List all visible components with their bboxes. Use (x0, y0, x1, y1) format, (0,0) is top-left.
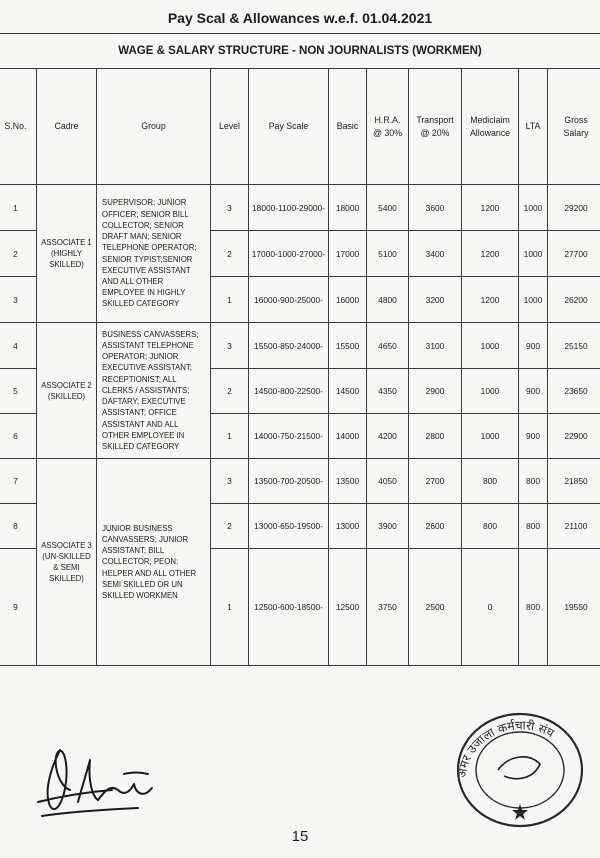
cell-lta: 1000 (519, 231, 548, 277)
cell-sno: 5 (0, 369, 37, 414)
cell-basic: 12500 (329, 549, 367, 666)
cell-mediclaim: 1200 (462, 231, 519, 277)
col-header-cadre: Cadre (37, 69, 97, 185)
col-header-basic: Basic (329, 69, 367, 185)
group-line: SUPERVISOR; JUNIOR (102, 198, 187, 208)
col-header-transport (409, 69, 462, 185)
cell-pay-scale: 14000-750-21500- (249, 414, 329, 459)
table-body (0, 185, 600, 666)
cell-transport: 2500 (409, 549, 462, 666)
cell-cadre (37, 185, 97, 323)
group-line: EXECUTIVE ASSISTANT (102, 265, 191, 275)
cell-level: 3 (211, 323, 249, 369)
col-header-mediclaim-line1: Mediclaim (470, 114, 510, 125)
cell-mediclaim: 800 (462, 504, 519, 549)
cell-level: 1 (211, 414, 249, 459)
table-row (0, 185, 600, 231)
group-line: SEMI SKILLED OR UN (102, 579, 183, 589)
cell-group (97, 459, 211, 666)
cadre-line: ASSOCIATE 2 (41, 380, 92, 390)
cell-hra: 4350 (367, 369, 409, 414)
group-line: HELPER AND ALL OTHER (102, 568, 197, 578)
group-line: OFFICER; SENIOR BILL (102, 209, 189, 219)
cell-pay-scale: 14500-800-22500- (249, 369, 329, 414)
cadre-line: SKILLED) (49, 574, 84, 583)
col-header-transport-line2: @ 20% (420, 127, 450, 138)
cell-gross: 26200 (548, 277, 600, 323)
cell-transport: 3400 (409, 231, 462, 277)
group-line: SKILLED WORKMEN (102, 591, 178, 600)
cell-pay-scale: 16000-900-25000- (249, 277, 329, 323)
cadre-line: (UN-SKILLED (42, 552, 91, 561)
cell-mediclaim: 800 (462, 459, 519, 504)
group-line: RECEPTIONIST; ALL (102, 374, 177, 384)
cell-basic: 14500 (329, 369, 367, 414)
cell-basic: 17000 (329, 231, 367, 277)
cell-pay-scale: 17000-1000-27000- (249, 231, 329, 277)
cadre-line: & SEMI (53, 563, 80, 572)
cell-cadre (37, 459, 97, 666)
cell-transport: 2700 (409, 459, 462, 504)
cell-hra: 4050 (367, 459, 409, 504)
group-line: OPERATOR; JUNIOR (102, 352, 179, 362)
cell-gross: 23650 (548, 369, 600, 414)
group-line: ASSISTANT TELEPHONE (102, 341, 194, 351)
cell-mediclaim: 1000 (462, 323, 519, 369)
cell-level: 3 (211, 185, 249, 231)
col-header-gross-line1: Gross (564, 114, 588, 125)
col-header-gross-line2: Salary (563, 127, 589, 138)
cell-sno: 7 (0, 459, 37, 504)
cell-transport: 2900 (409, 369, 462, 414)
col-header-transport-line1: Transport (416, 114, 454, 125)
col-header-sno: S.No. (0, 69, 37, 185)
cell-hra: 5400 (367, 185, 409, 231)
cadre-line: ASSOCIATE 3 (41, 541, 92, 550)
group-line: JUNIOR BUSINESS (102, 523, 173, 533)
group-line: CANVASSERS; JUNIOR (102, 534, 189, 544)
cell-lta: 800 (519, 504, 548, 549)
cell-gross: 29200 (548, 185, 600, 231)
group-line: COLLECTOR; PEON; (102, 557, 179, 567)
group-line: SKILLED CATEGORY (102, 299, 180, 309)
cell-sno: 1 (0, 185, 37, 231)
handwritten-signature (28, 720, 178, 830)
group-line: DAFTARY; EXECUTIVE (102, 397, 186, 407)
cell-level: 2 (211, 504, 249, 549)
cell-group (97, 185, 211, 323)
table-row (0, 459, 600, 504)
official-stamp (448, 706, 598, 831)
cell-hra: 3900 (367, 504, 409, 549)
cell-transport: 2800 (409, 414, 462, 459)
stamp-text: अमर उजाला कर्मचारी संघ (454, 718, 557, 779)
col-header-mediclaim (462, 69, 519, 185)
cell-pay-scale: 18000-1100-29000- (249, 185, 329, 231)
group-line: EXECUTIVE ASSISTANT; (102, 363, 192, 373)
cell-transport: 3600 (409, 185, 462, 231)
col-header-hra (367, 69, 409, 185)
group-line: ASSISTANT; OFFICE (102, 408, 177, 418)
group-line: BUSINESS CANVASSERS; (102, 329, 199, 339)
col-header-level: Level (211, 69, 249, 185)
cell-gross: 25150 (548, 323, 600, 369)
group-line: SKILLED CATEGORY (102, 441, 180, 451)
cell-pay-scale: 13000-650-19500- (249, 504, 329, 549)
cell-basic: 14000 (329, 414, 367, 459)
cell-sno: 2 (0, 231, 37, 277)
cadre-line: (SKILLED) (47, 391, 86, 401)
group-line: COLLECTOR; SENIOR (102, 220, 184, 230)
table-header-row (0, 69, 600, 185)
cadre-line: (HIGHLY (50, 249, 83, 258)
col-header-lta: LTA (519, 69, 548, 185)
cell-pay-scale: 15500-850-24000- (249, 323, 329, 369)
cell-sno: 9 (0, 549, 37, 666)
col-header-pay-scale: Pay Scale (249, 69, 329, 185)
group-line: TELEPHONE OPERATOR; (102, 243, 197, 253)
page-title: Pay Scal & Allowances w.e.f. 01.04.2021 (167, 10, 433, 26)
cell-basic: 18000 (329, 185, 367, 231)
group-line: SENIOR TYPIST;SENIOR (102, 254, 193, 264)
group-line: ASSISTANT AND ALL (102, 419, 179, 429)
cell-level: 1 (211, 549, 249, 666)
group-line: EMPLOYEE IN HIGHLY (102, 288, 186, 298)
cell-lta: 900 (519, 369, 548, 414)
cell-gross: 21100 (548, 504, 600, 549)
cell-gross: 21850 (548, 459, 600, 504)
cell-hra: 4200 (367, 414, 409, 459)
col-header-gross (548, 69, 600, 185)
col-header-group: Group (97, 69, 211, 185)
group-line: OTHER EMPLOYEE IN (102, 430, 185, 440)
cell-basic: 13000 (329, 504, 367, 549)
cell-transport: 3200 (409, 277, 462, 323)
cell-group (97, 323, 211, 459)
salary-table (0, 68, 600, 666)
cell-lta: 1000 (519, 277, 548, 323)
cell-basic: 13500 (329, 459, 367, 504)
cell-pay-scale: 12500-600-18500- (249, 549, 329, 666)
cell-lta: 1000 (519, 185, 548, 231)
cadre-line: SKILLED) (49, 260, 84, 269)
cell-sno: 3 (0, 277, 37, 323)
group-line: DRAFT MAN; SENIOR (102, 232, 182, 242)
cell-transport: 3100 (409, 323, 462, 369)
cell-basic: 15500 (329, 323, 367, 369)
cell-lta: 800 (519, 549, 548, 666)
cell-cadre (37, 323, 97, 459)
cell-sno: 4 (0, 323, 37, 369)
table-subtitle: WAGE & SALARY STRUCTURE - NON JOURNALISTS (WORKMEN) (118, 45, 482, 57)
cell-sno: 6 (0, 414, 37, 459)
cell-hra: 3750 (367, 549, 409, 666)
title-rule (0, 33, 600, 34)
col-header-hra-line1: H.R.A. (374, 114, 401, 125)
group-line: CLERKS / ASSISTANTS; (102, 385, 190, 395)
cell-hra: 4800 (367, 277, 409, 323)
cell-level: 2 (211, 369, 249, 414)
cell-lta: 800 (519, 459, 548, 504)
cell-mediclaim: 1000 (462, 414, 519, 459)
col-header-hra-line2: @ 30% (373, 127, 402, 138)
cell-mediclaim: 1200 (462, 277, 519, 323)
cell-level: 1 (211, 277, 249, 323)
table-row (0, 323, 600, 369)
cell-hra: 4650 (367, 323, 409, 369)
cell-gross: 22900 (548, 414, 600, 459)
col-header-mediclaim-line2: Allowance (469, 127, 511, 138)
cell-transport: 2600 (409, 504, 462, 549)
cell-lta: 900 (519, 323, 548, 369)
cell-basic: 16000 (329, 277, 367, 323)
cell-gross: 27700 (548, 231, 600, 277)
cell-lta: 900 (519, 414, 548, 459)
cell-gross: 19550 (548, 549, 600, 666)
cell-level: 2 (211, 231, 249, 277)
cell-pay-scale: 13500-700-20500- (249, 459, 329, 504)
cell-mediclaim: 0 (462, 549, 519, 666)
cell-sno: 8 (0, 504, 37, 549)
cell-hra: 5100 (367, 231, 409, 277)
cell-mediclaim: 1200 (462, 185, 519, 231)
group-line: AND ALL OTHER (102, 276, 164, 286)
group-line: ASSISTANT; BILL (102, 546, 165, 556)
page-number: 15 (291, 828, 309, 845)
cell-mediclaim: 1000 (462, 369, 519, 414)
cell-level: 3 (211, 459, 249, 504)
cadre-line: ASSOCIATE 1 (41, 238, 92, 247)
